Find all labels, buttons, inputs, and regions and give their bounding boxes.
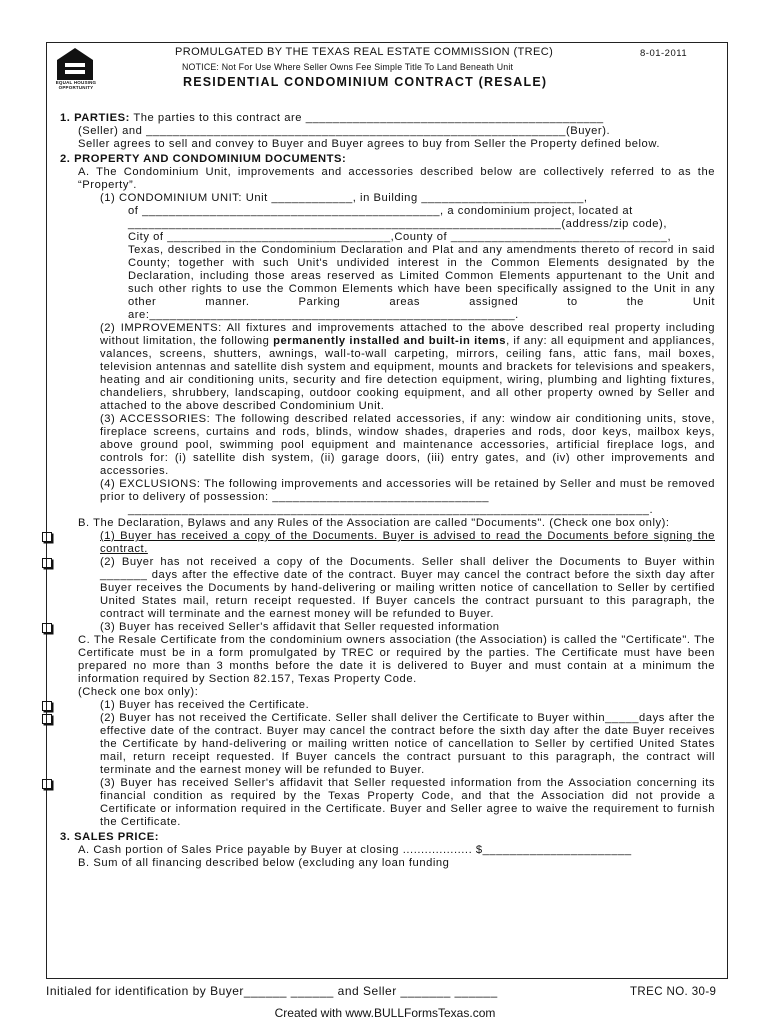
documents-option-1 (60, 530, 715, 556)
documents-option-1-text: (1) Buyer has received a copy of the Documents. Buyer is advised to read the Documents before signing the contract. (100, 530, 715, 555)
documents-option-3-text: (3) Buyer has received Seller's affidavit that Seller requested information (100, 621, 500, 633)
parties-line-1: The parties to this contract are ____________________________________________ (133, 112, 604, 124)
documents-option-3 (60, 621, 715, 634)
certificate-option-2 (60, 712, 715, 777)
project-line: of ____________________________________________, a condominium project, located at (128, 205, 633, 217)
checkbox-icon[interactable] (42, 532, 52, 542)
section-2a: A. The Condominium Unit, improvements and accessories described below are collectively referred to as the “Property”. (78, 166, 715, 191)
section-2c: C. The Resale Certificate from the condominium owners association (the Association) is called the "Certificate". The Certificate must be in a form promulgated by TREC or required by the parties. The Certificate must have been prepared no more than 3 months before the date it is delivered to Buyer and must contain at a minimum the information required by Section 82.157, Texas Property Code. (78, 634, 715, 685)
certificate-option-1-text: (1) Buyer has received the Certificate. (100, 699, 310, 711)
checkbox-icon[interactable] (42, 779, 52, 789)
promulgated-header: PROMULGATED BY THE TEXAS REAL ESTATE COMMISSION (TREC) (175, 46, 554, 58)
checkbox-icon[interactable] (42, 701, 52, 711)
certificate-option-3 (60, 777, 715, 829)
contract-body (60, 112, 715, 870)
certificate-option-2-text: (2) Buyer has not received the Certificate. Seller shall deliver the Certificate to Buyer within_____days after the effective date of the contract. Buyer may cancel the contract before the sixth day after the date Buyer receives the Certificate by hand-delivering or mailing written notice of cancellation to Seller by certified United States mail, return receipt requested. If Buyer cancels the contract pursuant to this paragraph, the contract will terminate and the earnest money will be refunded to Buyer. (100, 712, 715, 776)
section-2b: B. The Declaration, Bylaws and any Rules of the Association are called "Documents". (Check one box only): (78, 517, 670, 529)
improvements (60, 322, 715, 413)
section-1 (60, 112, 715, 125)
credit-line: Created with www.BULLFormsTexas.com (274, 1006, 496, 1020)
checkbox-icon[interactable] (42, 623, 52, 633)
improvements-pre: (2) IMPROVEMENTS: All fixtures and improvements attached to the above described real property including without limitation, the following (100, 322, 715, 347)
section-2-heading: 2. PROPERTY AND CONDOMINIUM DOCUMENTS: (60, 153, 347, 165)
form-number: TREC NO. 30-9 (630, 986, 717, 998)
documents-option-2-text: (2) Buyer has not received a copy of the Documents. Seller shall deliver the Documents to Buyer within _______ days after the effective date of the contract. Buyer may cancel the contract before the sixth day after Buyer receives the Documents by hand-delivering or mailing written notice of cancellation to Seller by certified United States mail, return receipt requested. If Buyer cancels the contract pursuant to this paragraph, the contract will terminate and the earnest money will be refunded to Buyer. (100, 556, 715, 620)
exclusions: (4) EXCLUSIONS: The following improvements and accessories will be retained by Seller and must be removed prior to delivery of possession: ________________________________ (100, 478, 715, 503)
accessories: (3) ACCESSORIES: The following described related accessories, if any: window air conditioning units, stove, fireplace screens, curtains and rods, blinds, window shades, draperies and rods, door keys, mailbox keys, above ground pool, swimming pool equipment and maintenance accessories, artificial fireplace logs, and controls for: (i) satellite dish system, (ii) garage doors, (iii) entry gates, and (iv) other improvements and accessories. (100, 413, 715, 477)
unit-description: Texas, described in the Condominium Declaration and Plat and any amendments thereto of record in said County; together with such Unit's undivided interest in the Common Elements designated by the Declaration, including those areas reserved as Limited Common Elements appurtenant to the Unit and such other rights to use the Common Elements which have been specifically assigned to the Unit in any other manner. Parking areas assigned to the Unit are:______________________________________________________. (128, 244, 715, 321)
unit-line: (1) CONDOMINIUM UNIT: Unit ____________, in Building ________________________, (100, 192, 588, 204)
city-county-line: City of _________________________________,County of ________________________________, (128, 231, 672, 243)
cash-portion-line: A. Cash portion of Sales Price payable by Buyer at closing ................... $______________________ (78, 844, 632, 856)
parties-line-2: (Seller) and ______________________________________________________________(Buyer). (78, 125, 611, 137)
checkbox-icon[interactable] (42, 558, 52, 568)
certificate-option-1 (60, 699, 715, 712)
section-1-heading: 1. PARTIES: (60, 112, 130, 124)
improvements-post: , if any: all equipment and appliances, valances, screens, shutters, awnings, wall-to-wall carpeting, mirrors, ceiling fans, attic fans, mail boxes, television antennas and satellite dish system and equipment, mounts and brackets for televisions and speakers, heating and air conditioning units, security and fire detection equipment, wiring, plumbing and lighting fixtures, chandeliers, shrubbery, landscaping, outdoor cooking equipment, and all other property owned by Seller and attached to the above described Condominium Unit. (100, 335, 716, 412)
checkbox-icon[interactable] (42, 714, 52, 724)
section-3-heading: 3. SALES PRICE: (60, 831, 160, 843)
certificate-option-3-text: (3) Buyer has received Seller's affidavit that Seller requested information from the Association concerning its financial condition as required by the Texas Property Code, and that the Association did not provide a Certificate or information required in the Certificate. Buyer and Seller agree to waive the requirement to furnish the Certificate. (100, 777, 715, 828)
certificate-check-note: (Check one box only): (78, 686, 199, 698)
form-date: 8-01-2011 (640, 48, 688, 59)
notice-line: NOTICE: Not For Use Where Seller Owns Fee Simple Title To Land Beneath Unit (182, 62, 514, 72)
exclusions-blank: _____________________________________________________________________________. (128, 504, 654, 516)
initials-line: Initialed for identification by Buyer______ ______ and Seller _______ ______ (46, 984, 498, 998)
parties-line-3: Seller agrees to sell and convey to Buyer and Buyer agrees to buy from Seller the Property defined below. (78, 138, 660, 150)
improvements-bold: permanently installed and built-in items (273, 335, 507, 347)
logo-caption: EQUAL HOUSING OPPORTUNITY (55, 80, 97, 90)
financing-line: B. Sum of all financing described below (excluding any loan funding (78, 857, 450, 869)
documents-option-2 (60, 556, 715, 621)
contract-title: RESIDENTIAL CONDOMINIUM CONTRACT (RESALE) (183, 75, 548, 89)
address-line: ________________________________________________________________(address/zip code), (128, 218, 667, 230)
